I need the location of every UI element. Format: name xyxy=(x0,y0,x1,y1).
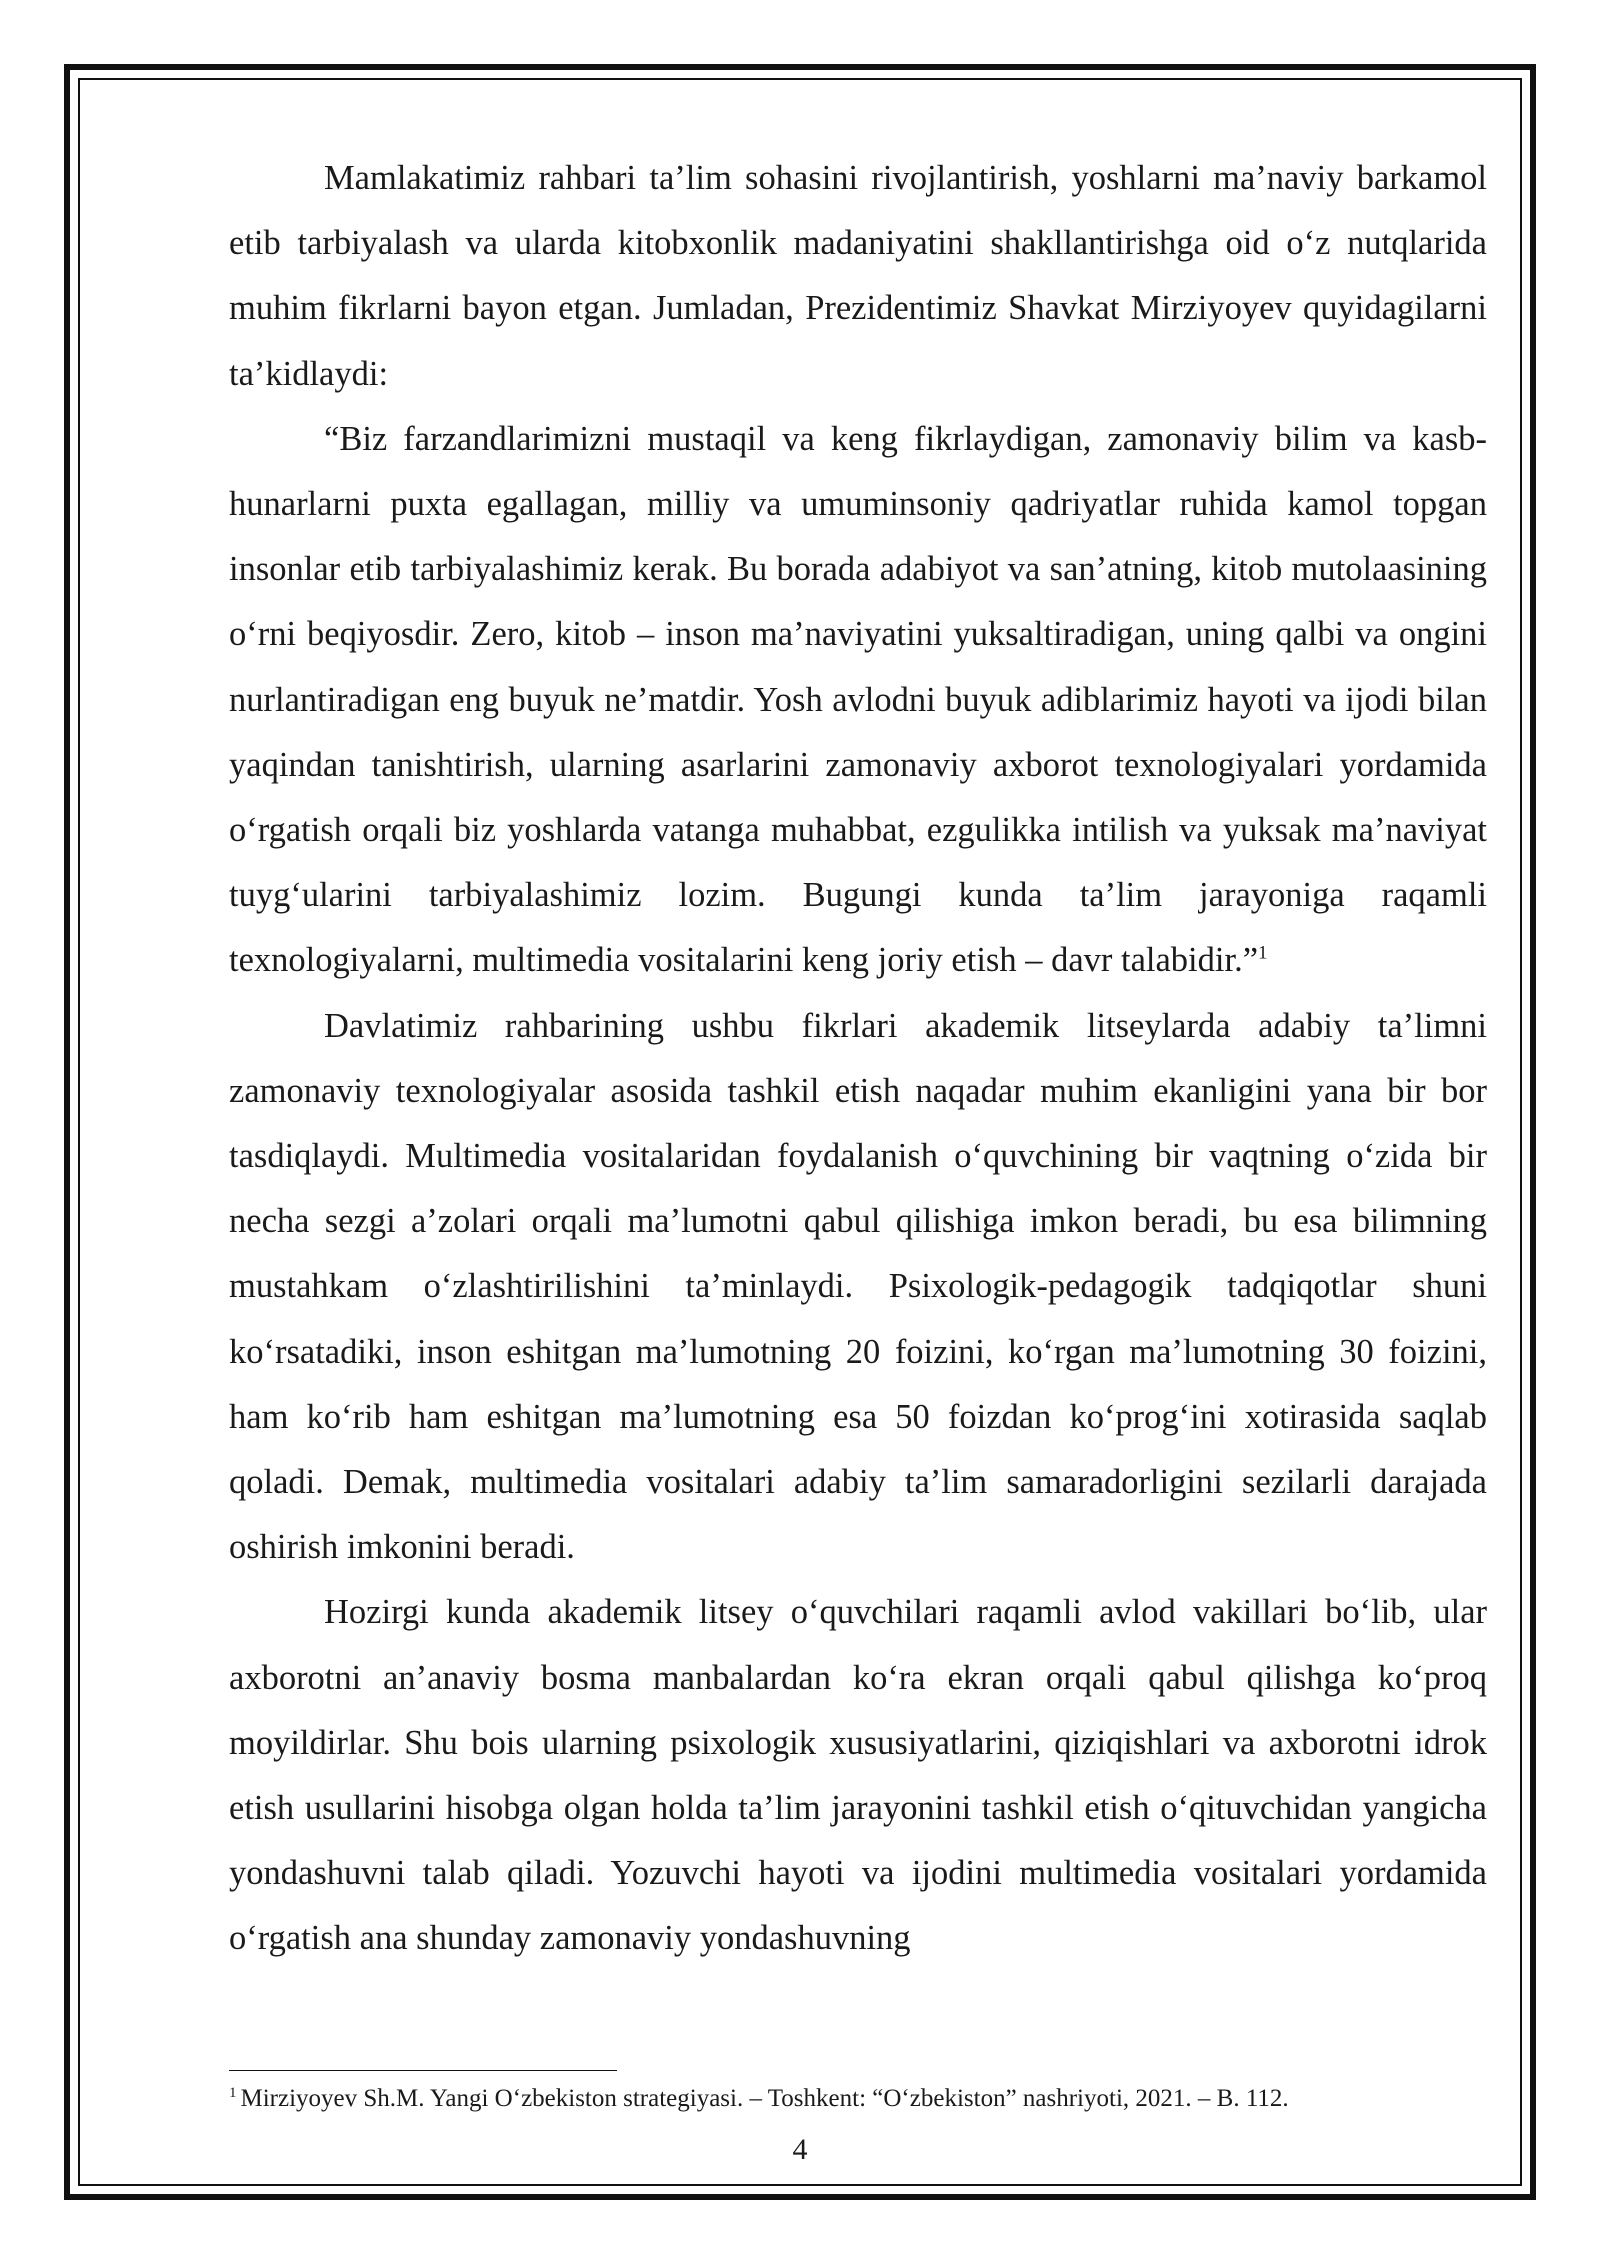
paragraph-analysis: Davlatimiz rahbarining ushbu fikrlari akademik litseylarda adabiy ta’limni zamonaviy texnologiyalar asosida tashkil etish naqadar muhim ekanligini yana bir bor tasdiqlaydi. Multimedia vositalaridan foydalanish o‘quvchining bir vaqtning o‘zida bir necha sezgi a’zolari orqali ma’lumotni qabul qilishiga imkon beradi, bu esa bilimning mustahkam o‘zlashtirilishini ta’minlaydi. Psixologik-pedagogik tadqiqotlar shuni ko‘rsatadiki, inson eshitgan ma’lumotning 20 foizini, ko‘rgan ma’lumotning 30 foizini, ham ko‘rib ham eshitgan ma’lumotning esa 50 foizdan ko‘prog‘ini xotirasida saqlab qoladi. Demak, multimedia vositalari adabiy ta’lim samaradorligini sezilarli darajada oshirish imkonini beradi. xyxy=(229,1006,1487,1567)
page-number: 4 xyxy=(792,2133,808,2166)
quote-text: “Biz farzandlarimizni mustaqil va keng fikrlaydigan, zamonaviy bilim va kasb-hunarlarni puxta egallagan, milliy va umuminsoniy qadriyatlar ruhida kamol topgan insonlar etib tarbiyalashimiz kerak. Bu borada adabiyot va san’atning, kitob mutolaasining o‘rni beqiyosdir. Zero, kitob – inson ma’naviyatini yuksaltiradigan, uning qalbi va ongini nurlantiradigan eng buyuk ne’matdir. Yosh avlodni buyuk adiblarimiz hayoti va ijodi bilan yaqindan tanishtirish, ularning asarlarini zamonaviy axborot texnologiyalari yordamida o‘rgatish orqali biz yoshlarda vatanga muhabbat, ezgulikka intilish va yuksak ma’naviyat tuyg‘ularini tarbiyalashimiz lozim. Bugungi kunda ta’lim jarayoniga raqamli texnologiyalarni, multimedia vositalarini keng joriy etish – davr talabidir.” xyxy=(229,419,1487,980)
footnote-text: Mirziyoyev Sh.M. Yangi O‘zbekiston strategiyasi. – Toshkent: “O‘zbekiston” nashriyoti, 2021. – B. 112. xyxy=(240,2085,1289,2112)
paragraph-quote xyxy=(229,407,1487,994)
footnote-reference[interactable]: 1 xyxy=(1258,942,1268,964)
paragraph-approach: Hozirgi kunda akademik litsey o‘quvchilari raqamli avlod vakillari bo‘lib, ular axborotni an’anaviy bosma manbalardan ko‘ra ekran orqali qabul qilishga ko‘proq moyildirlar. Shu bois ularning psixologik xususiyatlarini, qiziqishlari va axborotni idrok etish usullarini hisobga olgan holda ta’lim jarayonini tashkil etish o‘qituvchidan yangicha yondashuvni talab qiladi. Yozuvchi hayoti va ijodini multimedia vositalari yordamida o‘rgatish ana shunday zamonaviy yondashuvning xyxy=(229,1593,1487,1958)
footnote xyxy=(229,2083,1487,2115)
document-body xyxy=(229,146,1487,1972)
footnote-separator xyxy=(229,2070,617,2071)
footnote-marker: 1 xyxy=(229,2084,237,2101)
paragraph-intro: Mamlakatimiz rahbari ta’lim sohasini rivojlantirish, yoshlarni ma’naviy barkamol etib tarbiyalash va ularda kitobxonlik madaniyatini shakllantirishga oid o‘z nutqlarida muhim fikrlarni bayon etgan. Jumladan, Prezidentimiz Shavkat Mirziyoyev quyidagilarni ta’kidlaydi: xyxy=(229,159,1487,393)
